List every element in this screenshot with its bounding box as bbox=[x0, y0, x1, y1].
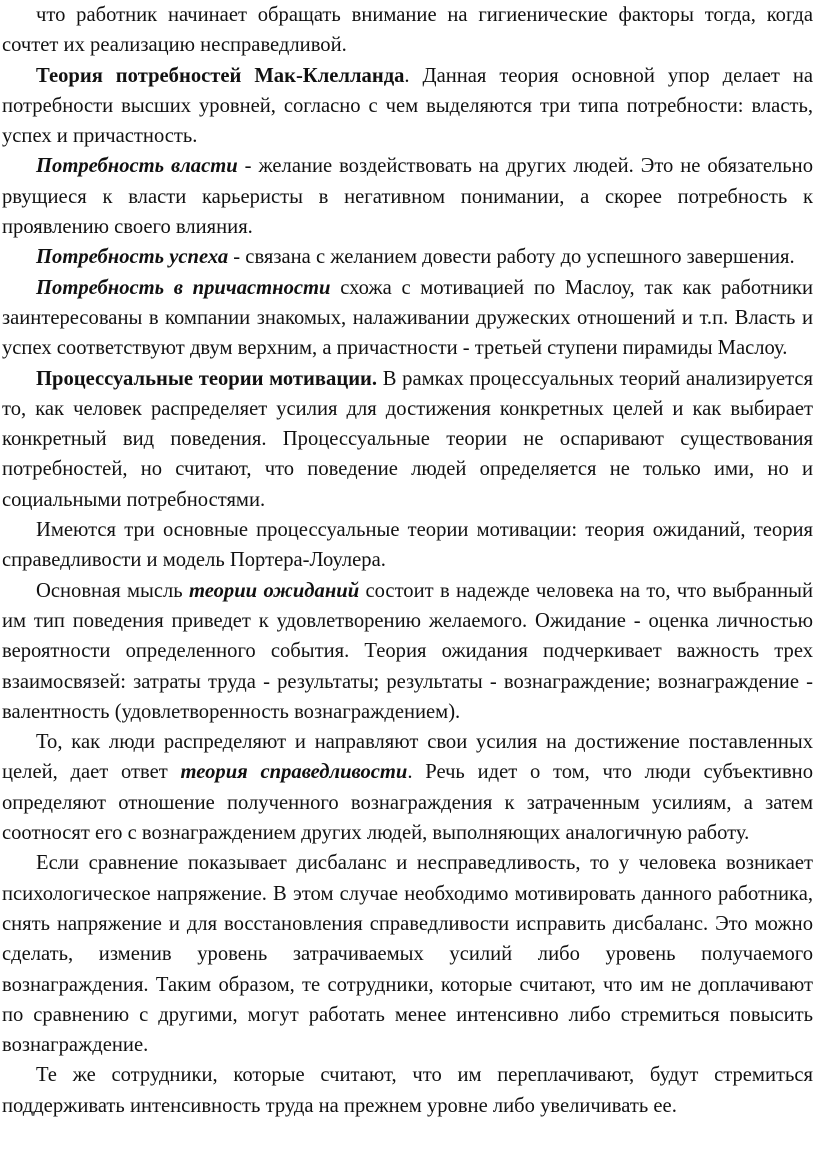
paragraph-mcclelland-theory bbox=[2, 61, 813, 152]
paragraph-text: - связана с желанием довести работу до успешного завершения. bbox=[228, 246, 795, 269]
paragraph-need-for-power bbox=[2, 151, 813, 242]
term-need-for-power: Потребность власти bbox=[36, 155, 238, 178]
paragraph-text: состоит в надежде человека на то, что выбранный им тип поведения приведет к удовлетворению желаемого. Ожидание - оценка личностью вероятности определенного события. Теория ожидания подчеркивает важность трех взаимосвязей: затраты труда - результаты; результаты - вознаграждение; вознаграждение - валентность (удовлетворенность вознаграждением). bbox=[2, 579, 813, 723]
paragraph-continuation bbox=[2, 0, 813, 61]
paragraph-text: . Речь идет о том, что люди субъективно определяют отношение полученного вознаграждения к затраченным усилиям, а затем соотносят его с вознаграждением других людей, выполняющих аналогичную работу. bbox=[2, 761, 813, 845]
paragraph-need-for-affiliation bbox=[2, 273, 813, 364]
paragraph-text: что работник начинает обращать внимание на гигиенические факторы тогда, когда сочтет их реализацию несправедливой. bbox=[2, 4, 813, 57]
paragraph-text: . Данная теория основной упор делает на потребности высших уровней, согласно с чем выделяются три типа потребности: власть, успех и причастность. bbox=[2, 64, 813, 148]
paragraph-text: В рамках процессуальных теорий анализируется то, как человек распределяет усилия для достижения конкретных целей и как выбирает конкретный вид поведения. Процессуальные теории не оспаривают существования потребностей, но считают, что поведение людей определяется не только ими, но и социальными потребностями. bbox=[2, 367, 813, 511]
term-expectancy-theory: теории ожиданий bbox=[189, 579, 360, 602]
paragraph-equity-theory bbox=[2, 727, 813, 848]
paragraph-imbalance bbox=[2, 848, 813, 1060]
paragraph-three-theories bbox=[2, 515, 813, 576]
paragraph-text: Основная мысль bbox=[36, 579, 190, 602]
paragraph-text: Имеются три основные процессуальные теории мотивации: теория ожиданий, теория справедливости и модель Портера-Лоулера. bbox=[2, 519, 813, 572]
paragraph-text: То, как люди распределяют и направляют свои усилия на достижение поставленных целей, дает ответ bbox=[2, 731, 813, 784]
paragraph-text: Те же сотрудники, которые считают, что им переплачивают, будут стремиться поддерживать интенсивность труда на прежнем уровне либо увеличивать ее. bbox=[2, 1064, 813, 1117]
paragraph-need-for-success bbox=[2, 242, 813, 272]
paragraph-text: Если сравнение показывает дисбаланс и несправедливость, то у человека возникает психологическое напряжение. В этом случае необходимо мотивировать данного работника, снять напряжение и для восстановления справедливости исправить дисбаланс. Это можно сделать, изменив уровень затрачиваемых усилий либо уровень получаемого вознаграждения. Таким образом, те сотрудники, которые считают, что им не доплачивают по сравнению с другими, могут работать менее интенсивно либо стремиться повысить вознаграждение. bbox=[2, 852, 813, 1057]
paragraph-expectancy-theory bbox=[2, 576, 813, 727]
term-mcclelland-theory: Теория потребностей Мак-Клелланда bbox=[36, 64, 405, 87]
paragraph-text: схожа с мотивацией по Маслоу, так как работники заинтересованы в компании знакомых, налаживании дружеских отношений и т.п. Власть и успех соответствуют двум верхним, а причастности - третьей ступени пирамиды Маслоу. bbox=[2, 276, 813, 360]
paragraph-process-theories bbox=[2, 364, 813, 515]
term-need-for-affiliation: Потребность в причастности bbox=[36, 276, 331, 299]
term-equity-theory: теория справедливости bbox=[180, 761, 408, 784]
paragraph-overpaid bbox=[2, 1060, 813, 1121]
paragraph-text: - желание воздействовать на других людей. Это не обязательно рвущиеся к власти карьеристы в негативном понимании, а скорее потребность к проявлению своего влияния. bbox=[2, 155, 813, 239]
term-process-theories: Процессуальные теории мотивации. bbox=[36, 367, 378, 390]
term-need-for-success: Потребность успеха bbox=[36, 246, 229, 269]
